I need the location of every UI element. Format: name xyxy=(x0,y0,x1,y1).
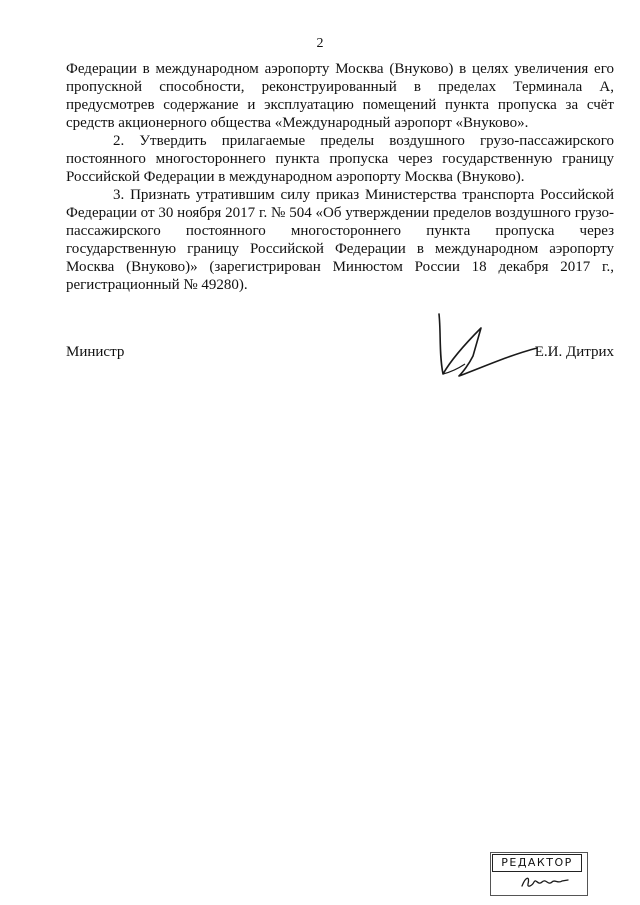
editor-stamp xyxy=(490,852,590,897)
paragraph-item-3: 3. Признать утратившим силу приказ Министерства транспорта Российской Федерации от 30 ноября 2017 г. № 504 «Об утверждении пределов воздушного грузо-пассажирского постоянного многостороннего пункта пропуска через государственную границу Российской Федерации в международном аэропорту Москва (Внуково)» (зарегистрирован Минюстом России 18 декабря 2017 г., регистрационный № 49280). xyxy=(66,187,614,293)
signatory-name: Е.И. Дитрих xyxy=(534,344,614,360)
stamp-title: РЕДАКТОР xyxy=(492,854,582,872)
stamp-handwritten-initials xyxy=(520,872,570,892)
paragraph-item-2: 2. Утвердить прилагаемые пределы воздушного грузо-пассажирского постоянного многостороннего пункта пропуска через государственную границу Российской Федерации в международном аэропорту Москва (Внуково). xyxy=(66,133,614,185)
handwritten-signature xyxy=(425,310,545,385)
page-number: 2 xyxy=(316,36,324,51)
paragraph-continuation: Федерации в международном аэропорту Москва (Внуково) в целях увеличения его пропускной способности, реконструированный в пределах Терминала А, предусмотрев содержание и эксплуатацию помещений пункта пропуска за счёт средств акционерного общества «Международный аэропорт «Внуково». xyxy=(66,61,614,131)
signatory-position: Министр xyxy=(66,344,125,360)
document-body xyxy=(66,60,614,294)
